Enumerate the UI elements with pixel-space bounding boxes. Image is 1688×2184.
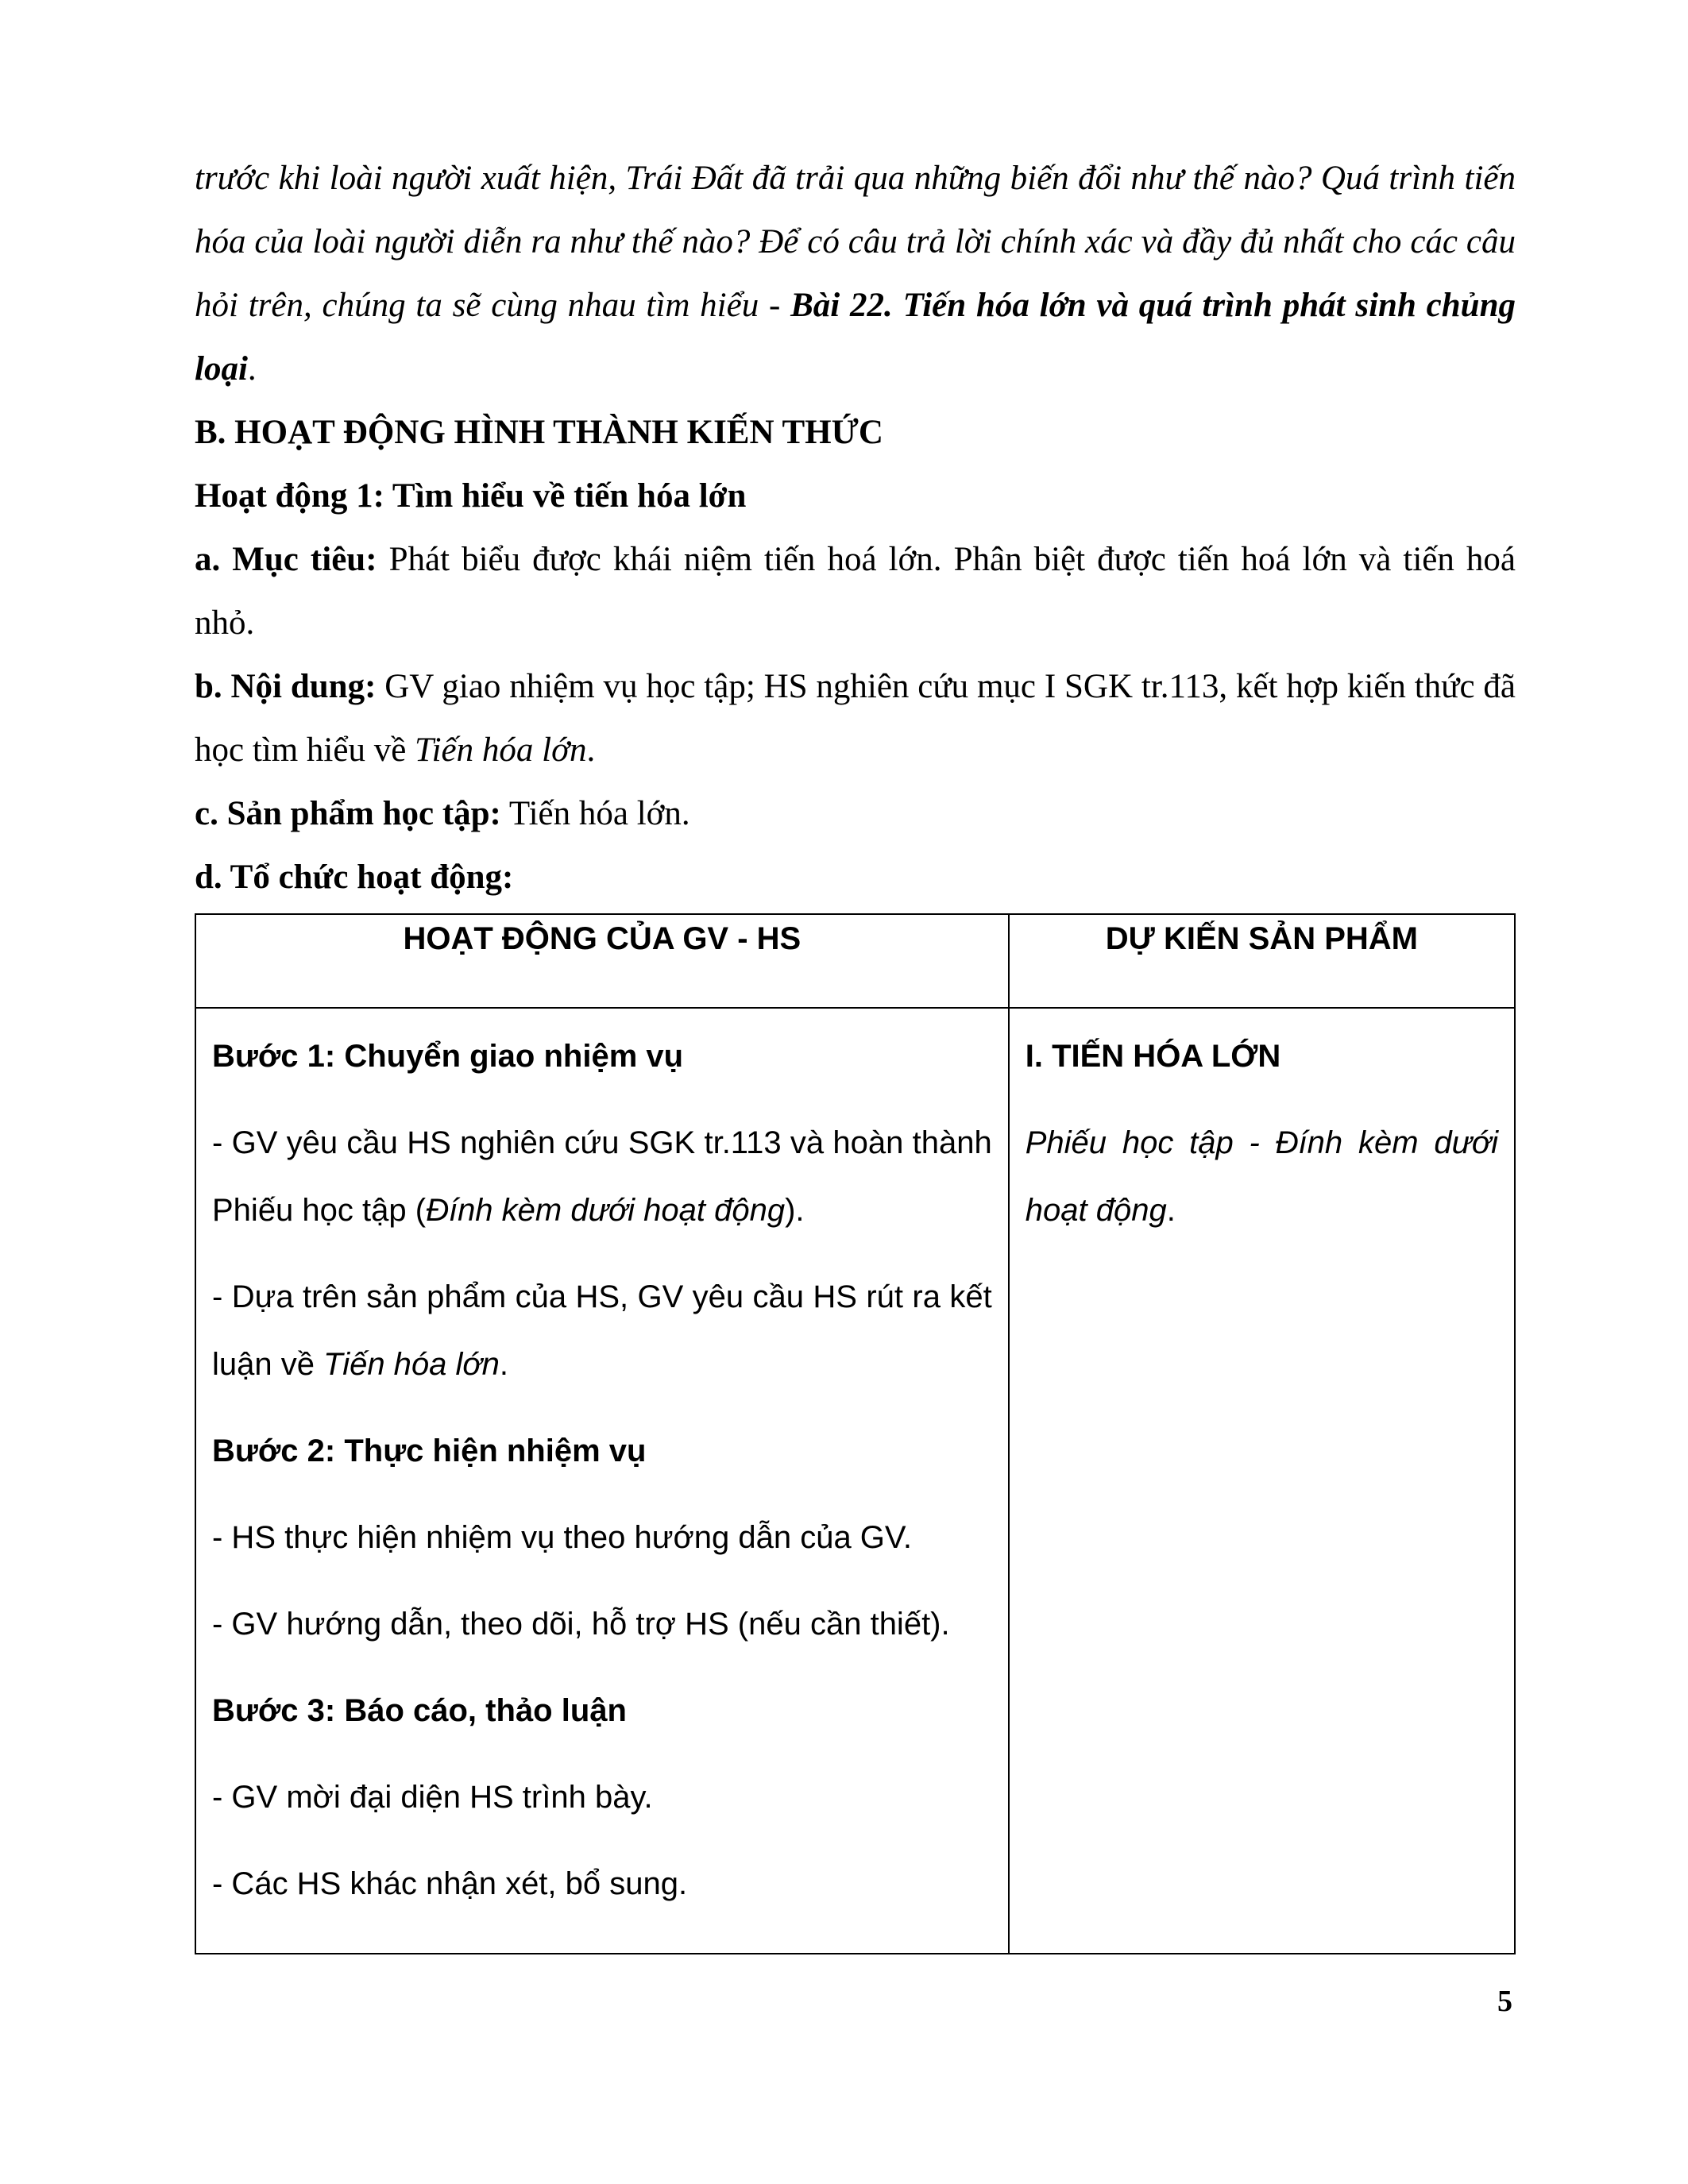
item-c	[195, 782, 1516, 846]
item-b-end: .	[586, 731, 596, 769]
table-row	[195, 1008, 1515, 1954]
right-title: I. TIẾN HÓA LỚN	[1025, 1039, 1281, 1074]
s1-line2-pre: - Dựa trên sản phẩm của HS, GV yêu cầu HS rút ra kết luận về	[212, 1279, 992, 1382]
left-cell	[195, 1008, 1009, 1954]
item-d-label: d. Tổ chức hoạt động:	[195, 859, 514, 896]
right-end: .	[1166, 1193, 1176, 1228]
table-header-row	[195, 914, 1515, 1008]
s1-line2-italic: Tiến hóa lớn	[323, 1347, 500, 1382]
item-b-text: GV giao nhiệm vụ học tập; HS nghiên cứu mục I SGK tr.113, kết hợp kiến thức đã học tìm hiểu về	[195, 668, 1516, 769]
step-2-title: Bước 2: Thực hiện nhiệm vụ	[212, 1433, 647, 1468]
step-1-line-1	[212, 1109, 992, 1244]
step-3-line-2: - Các HS khác nhận xét, bổ sung.	[212, 1866, 688, 1901]
item-a	[195, 528, 1516, 655]
section-heading: B. HOẠT ĐỘNG HÌNH THÀNH KIẾN THỨC	[195, 414, 883, 451]
s1-line1-italic: Đính kèm dưới hoạt động	[426, 1193, 786, 1228]
step-3-line-1: - GV mời đại diện HS trình bày.	[212, 1780, 653, 1815]
right-note	[1026, 1109, 1498, 1244]
activity-title: Hoạt động 1: Tìm hiểu về tiến hóa lớn	[195, 477, 747, 515]
item-c-label: c. Sản phẩm học tập:	[195, 795, 501, 832]
activity-table	[195, 913, 1516, 1954]
item-c-text: Tiến hóa lớn.	[500, 795, 690, 832]
item-a-text: Phát biểu được khái niệm tiến hoá lớn. Phân biệt được tiến hoá lớn và tiến hoá nhỏ.	[195, 541, 1516, 642]
step-2-line-1: - HS thực hiện nhiệm vụ theo hướng dẫn của GV.	[212, 1520, 913, 1555]
step-1-line-2	[212, 1264, 992, 1399]
s1-line1-post: ).	[785, 1193, 805, 1228]
intro-end: .	[247, 350, 257, 388]
lesson-title: Bài 22. Tiến hóa lớn và quá trình phát sinh chủng loại	[195, 287, 1516, 388]
s1-line2-post: .	[499, 1347, 508, 1382]
right-cell	[1009, 1008, 1515, 1954]
item-a-label: a. Mục tiêu:	[195, 541, 377, 578]
item-b-italic: Tiến hóa lớn	[415, 731, 587, 769]
page-body	[195, 147, 1516, 909]
header-left: HOẠT ĐỘNG CỦA GV - HS	[195, 914, 1009, 1008]
s1-line1-pre: - GV yêu cầu HS nghiên cứu SGK tr.113 và hoàn thành Phiếu học tập (	[212, 1125, 992, 1228]
item-d	[195, 846, 1516, 909]
step-2-line-2: - GV hướng dẫn, theo dõi, hỗ trợ HS (nếu cần thiết).	[212, 1607, 950, 1642]
intro-paragraph	[195, 147, 1516, 401]
intro-italic: trước khi loài người xuất hiện, Trái Đất đã trải qua những biến đổi như thế nào? Quá trình tiến hóa của loài người diễn ra như thế nào? Để có câu trả lời chính xác và đầy đủ nhất cho các câu hỏi trên, chúng ta sẽ cùng nhau tìm hiểu -	[195, 160, 1516, 324]
step-3-title: Bước 3: Báo cáo, thảo luận	[212, 1693, 627, 1728]
step-1-title: Bước 1: Chuyển giao nhiệm vụ	[212, 1039, 684, 1074]
right-italic: Phiếu học tập - Đính kèm dưới hoạt động	[1025, 1125, 1498, 1228]
page-number: 5	[1497, 1985, 1512, 2018]
item-b	[195, 655, 1516, 782]
item-b-label: b. Nội dung:	[195, 668, 377, 705]
header-right: DỰ KIẾN SẢN PHẨM	[1009, 914, 1515, 1008]
